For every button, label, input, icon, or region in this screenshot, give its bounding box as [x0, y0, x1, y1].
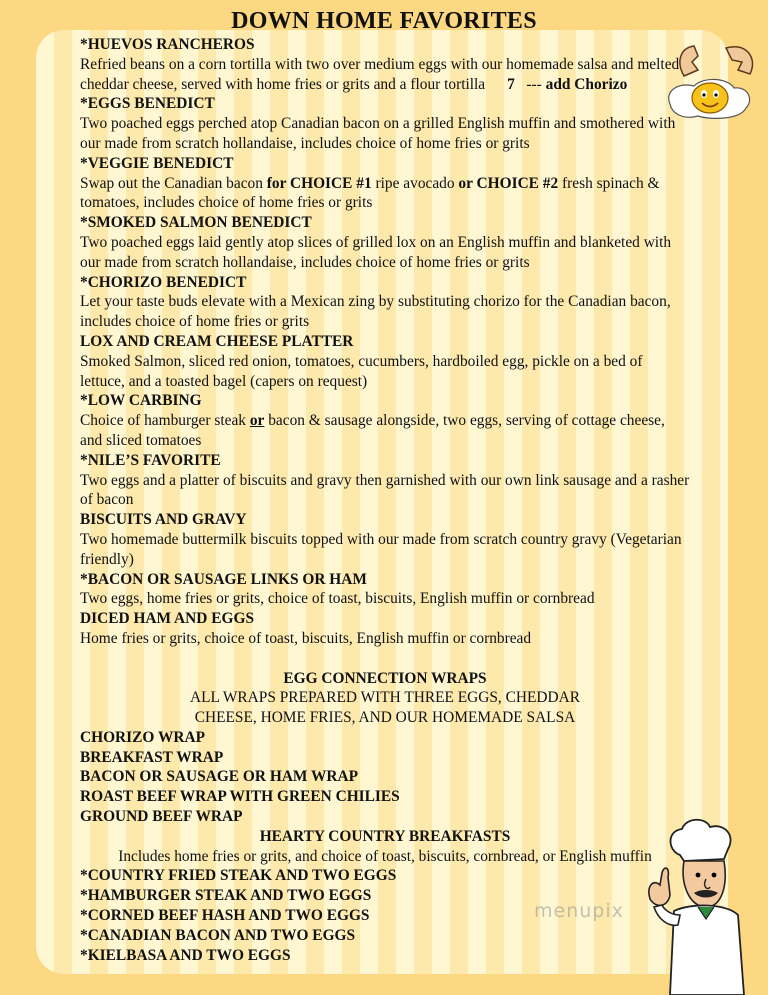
menu-item	[80, 213, 690, 272]
menu-item	[80, 510, 690, 569]
hearty-item: *CORNED BEEF HASH AND TWO EGGS	[80, 907, 370, 925]
menu-item	[80, 154, 690, 213]
watermark-text: menupix	[534, 900, 624, 922]
menu-content	[80, 35, 690, 965]
item-price: 7	[507, 75, 515, 93]
item-desc-part: bacon & sausage alongside, two eggs, serving of cottage cheese, and sliced tomatoes	[80, 412, 665, 449]
item-name: *SMOKED SALMON BENEDICT	[80, 214, 312, 232]
item-desc-part: Swap out the Canadian bacon	[80, 174, 267, 192]
hearty-item: *KIELBASA AND TWO EGGS	[80, 946, 291, 964]
wrap-item: CHORIZO WRAP	[80, 728, 205, 746]
item-description: Two homemade buttermilk biscuits topped with our made from scratch country gravy (Vegetarian friendly)	[80, 530, 682, 568]
item-name: *EGGS BENEDICT	[80, 95, 215, 113]
item-name: *CHORIZO BENEDICT	[80, 273, 247, 291]
item-name: DICED HAM AND EGGS	[80, 610, 255, 628]
wrap-item: BACON OR SAUSAGE OR HAM WRAP	[80, 768, 359, 786]
menu-item	[80, 35, 690, 94]
wraps-section-title: EGG CONNECTION WRAPS	[283, 669, 487, 687]
item-description	[80, 174, 690, 214]
item-name: *HUEVOS RANCHEROS	[80, 36, 255, 53]
menu-item	[80, 609, 690, 649]
item-description: Let your taste buds elevate with a Mexican zing by substituting chorizo for the Canadian bacon, includes choice of home fries or grits	[80, 293, 671, 331]
item-description: Two poached eggs laid gently atop slices of grilled lox on an English muffin and blanketed with our made from scratch hollandaise, includes choice of home fries or grits	[80, 233, 672, 271]
item-description: Smoked Salmon, sliced red onion, tomatoes, cucumbers, hardboiled egg, pickle on a bed of lettuce, and a toasted bagel (capers on request)	[80, 352, 643, 390]
item-description	[80, 411, 690, 451]
egg-shell-right	[726, 47, 753, 74]
choice-1-label: for CHOICE #1	[266, 174, 372, 192]
addon-text: add Chorizo	[545, 75, 628, 93]
item-name: LOX AND CREAM CHEESE PLATTER	[80, 332, 354, 350]
wraps-section-note: ALL WRAPS PREPARED WITH THREE EGGS, CHEDDAR CHEESE, HOME FRIES, AND OUR HOMEMADE SALSA	[189, 689, 581, 727]
section-spacer	[80, 649, 690, 669]
hearty-item: *HAMBURGER STEAK AND TWO EGGS	[80, 887, 372, 905]
item-description: Two poached eggs perched atop Canadian bacon on a grilled English muffin and smothered with our made from scratch hollandaise, includes choice of home fries or grits	[80, 115, 676, 152]
item-name: *BACON OR SAUSAGE LINKS OR HAM	[80, 570, 367, 588]
chef-body	[670, 905, 744, 995]
item-description: Two eggs and a platter of biscuits and gravy then garnished with our own link sausage and a rasher of bacon	[80, 471, 690, 509]
item-desc-text: Refried beans on a corn tortilla with two over medium eggs with our homemade salsa and melted cheddar cheese, served with home fries or grits and a flour tortilla	[80, 55, 680, 93]
addon-prefix: ---	[526, 75, 546, 93]
item-description	[80, 55, 690, 95]
chef-hat	[671, 820, 731, 861]
menu-item	[80, 451, 690, 510]
hearty-section-note: Includes home fries or grits, and choice of toast, biscuits, cornbread, or English muffin	[118, 847, 652, 865]
page-title: DOWN HOME FAVORITES	[231, 8, 537, 34]
chef-illustration	[640, 815, 750, 995]
item-description: Two eggs, home fries or grits, choice of toast, biscuits, English muffin or cornbread	[80, 590, 595, 608]
wrap-item: GROUND BEEF WRAP	[80, 808, 243, 826]
choice-2-label: or CHOICE #2	[458, 174, 559, 192]
item-name: *NILE’S FAVORITE	[80, 451, 221, 469]
menu-item	[80, 332, 690, 391]
item-desc-part: Choice of hamburger steak	[80, 412, 250, 430]
item-desc-part: ripe avocado	[371, 174, 459, 192]
menu-item	[80, 273, 690, 332]
or-emphasis: or	[249, 412, 265, 430]
item-name: *LOW CARBING	[80, 392, 202, 410]
hearty-item: *CANADIAN BACON AND TWO EGGS	[80, 926, 356, 944]
chef-face	[683, 861, 725, 907]
item-name: BISCUITS AND GRAVY	[80, 511, 247, 529]
hearty-section-title: HEARTY COUNTRY BREAKFASTS	[259, 827, 511, 845]
hearty-item: *COUNTRY FRIED STEAK AND TWO EGGS	[80, 867, 397, 885]
item-name: *VEGGIE BENEDICT	[80, 154, 234, 172]
wrap-item: BREAKFAST WRAP	[80, 748, 224, 766]
menu-item	[80, 391, 690, 450]
item-description: Home fries or grits, choice of toast, biscuits, English muffin or cornbread	[80, 629, 532, 647]
chef-thumbs-up-hand	[649, 868, 680, 925]
item-desc-part: fresh spinach & tomatoes, includes choice of home fries or grits	[80, 174, 660, 212]
wrap-item: ROAST BEEF WRAP WITH GREEN CHILIES	[80, 788, 400, 806]
menu-item	[80, 570, 690, 610]
menu-item	[80, 94, 690, 153]
